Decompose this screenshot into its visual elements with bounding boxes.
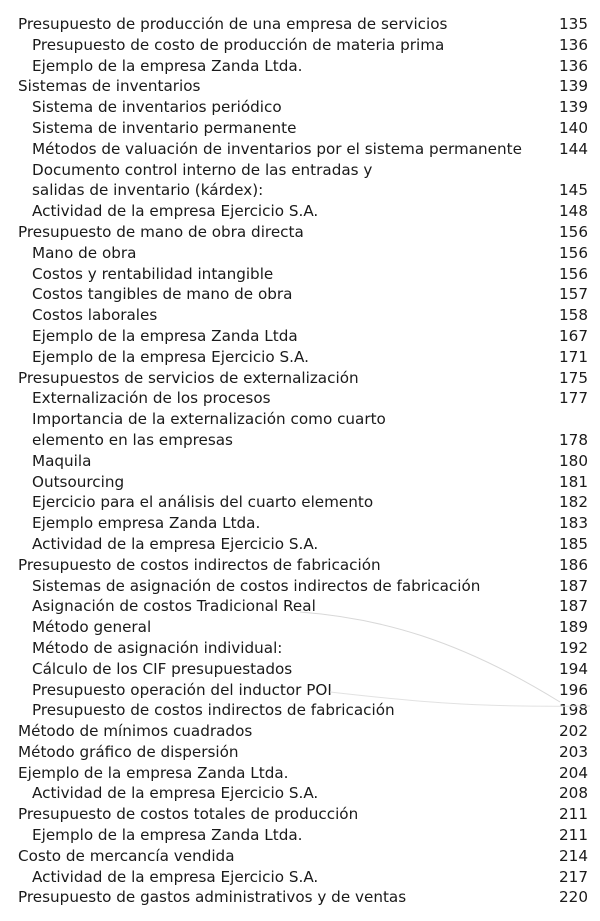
- toc-entry-page-number: 158: [559, 306, 588, 325]
- toc-subentry: [0, 867, 600, 888]
- toc-entry-title: Actividad de la empresa Ejercicio S.A.: [32, 784, 319, 803]
- toc-subentry: [0, 659, 600, 680]
- toc-entry-page-number: 139: [559, 77, 588, 96]
- toc-subentry: [0, 825, 600, 846]
- toc-entry-page-number: 171: [559, 347, 588, 366]
- toc-entry-title: Ejemplo empresa Zanda Ltda.: [32, 514, 261, 533]
- toc-entry: [0, 555, 600, 576]
- toc-entry-page-number: 156: [559, 264, 588, 283]
- toc-subentry: [0, 139, 600, 160]
- toc-entry-title: Sistema de inventario permanente: [32, 118, 297, 137]
- toc-entry-title: Actividad de la empresa Ejercicio S.A.: [32, 202, 319, 221]
- toc-entry-page-number: 185: [559, 534, 588, 553]
- toc-entry: [0, 368, 600, 389]
- toc-entry: [0, 14, 600, 35]
- toc-entry-page-number: 208: [559, 784, 588, 803]
- toc-entry-page-number: 187: [559, 597, 588, 616]
- toc-entry-title: Presupuesto de gastos administrativos y de ventas: [18, 888, 407, 907]
- toc-subentry: [0, 118, 600, 139]
- toc-entry-page-number: 192: [559, 638, 588, 657]
- toc-entry-title: salidas de inventario (kárdex):: [32, 181, 264, 200]
- toc-entry-title: Métodos de valuación de inventarios por el sistema permanente: [32, 139, 522, 158]
- toc-entry-title: Sistema de inventarios periódico: [32, 98, 282, 117]
- toc-entry: [0, 721, 600, 742]
- toc-entry-page-number: 177: [559, 389, 588, 408]
- toc-entry-title: Método gráfico de dispersión: [18, 742, 239, 761]
- toc-entry-page-number: 180: [559, 451, 588, 470]
- toc-entry-page-number: 148: [559, 202, 588, 221]
- toc-entry-page-number: 196: [559, 680, 588, 699]
- toc-entry-page-number: 198: [559, 701, 588, 720]
- toc-entry-page-number: 156: [559, 222, 588, 241]
- toc-entry-page-number: 214: [559, 846, 588, 865]
- toc-entry-title: Cálculo de los CIF presupuestados: [32, 659, 293, 678]
- toc-entry-title: Presupuesto de producción de una empresa de servicios: [18, 15, 448, 33]
- toc-subentry: [0, 243, 600, 264]
- toc-entry-title: Presupuesto de costos totales de producción: [18, 805, 359, 824]
- toc-subentry: [0, 596, 600, 617]
- toc-entry: [0, 763, 600, 784]
- toc-entry-page-number: 136: [559, 56, 588, 75]
- toc-entry: [0, 76, 600, 97]
- toc-entry-page-number: 211: [559, 826, 588, 845]
- toc-subentry: [0, 680, 600, 701]
- toc-entry-page-number: 187: [559, 576, 588, 595]
- toc-entry-title: Sistemas de inventarios: [18, 77, 201, 96]
- toc-entry-page-number: 144: [559, 139, 588, 158]
- toc-entry-page-number: 156: [559, 243, 588, 262]
- toc-entry-title: Ejemplo de la empresa Ejercicio S.A.: [32, 347, 309, 366]
- toc-entry-page-number: 157: [559, 285, 588, 304]
- toc-entry-title: Presupuesto de costo de producción de materia prima: [32, 35, 445, 54]
- toc-subentry: [0, 180, 600, 201]
- toc-subentry: [0, 430, 600, 451]
- toc-subentry: [0, 700, 600, 721]
- toc-subentry: [0, 305, 600, 326]
- toc-entry-title: Método general: [32, 618, 152, 637]
- toc-subentry: [0, 513, 600, 534]
- toc-entry: [0, 222, 600, 243]
- toc-subentry: [0, 326, 600, 347]
- toc-subentry: [0, 264, 600, 285]
- toc-entry-title: Ejemplo de la empresa Zanda Ltda.: [32, 56, 303, 75]
- toc-entry-title: elemento en las empresas: [32, 430, 233, 449]
- toc-entry-title: Actividad de la empresa Ejercicio S.A.: [32, 534, 319, 553]
- toc-subentry: [0, 160, 600, 181]
- toc-subentry: [0, 409, 600, 430]
- toc-entry-title: Costos y rentabilidad intangible: [32, 264, 274, 283]
- toc-entry: [0, 887, 600, 908]
- toc-entry-title: Actividad de la empresa Ejercicio S.A.: [32, 867, 319, 886]
- toc-entry-title: Maquila: [32, 451, 92, 470]
- toc-subentry: [0, 492, 600, 513]
- toc-entry-page-number: 204: [559, 763, 588, 782]
- toc-entry-page-number: 140: [559, 118, 588, 137]
- toc-subentry: [0, 201, 600, 222]
- toc-entry-page-number: 135: [559, 15, 588, 33]
- toc-entry-title: Asignación de costos Tradicional Real: [32, 597, 316, 616]
- toc-entry-title: Ejercicio para el análisis del cuarto elemento: [32, 493, 374, 512]
- toc-entry-page-number: 181: [559, 472, 588, 491]
- toc-entry-page-number: 211: [559, 805, 588, 824]
- toc-entry-page-number: 217: [559, 867, 588, 886]
- toc-subentry: [0, 347, 600, 368]
- toc-subentry: [0, 472, 600, 493]
- toc-entry-page-number: 194: [559, 659, 588, 678]
- toc-entry-page-number: 220: [559, 888, 588, 907]
- toc-entry-page-number: 189: [559, 618, 588, 637]
- toc-subentry: [0, 576, 600, 597]
- toc-entry-page-number: 183: [559, 514, 588, 533]
- toc-subentry: [0, 97, 600, 118]
- toc-entry-page-number: 139: [559, 98, 588, 117]
- toc-entry: [0, 846, 600, 867]
- toc-entry-title: Ejemplo de la empresa Zanda Ltda: [32, 326, 298, 345]
- toc-entry-title: Mano de obra: [32, 243, 137, 262]
- toc-subentry: [0, 388, 600, 409]
- toc-entry-page-number: 178: [559, 430, 588, 449]
- toc-entry-title: Presupuesto de costos indirectos de fabricación: [18, 555, 381, 574]
- toc-entry-page-number: 202: [559, 722, 588, 741]
- toc-entry-title: Documento control interno de las entradas y: [32, 160, 373, 179]
- toc-subentry: [0, 35, 600, 56]
- toc-entry-title: Presupuestos de servicios de externalización: [18, 368, 359, 387]
- toc-entry-page-number: 136: [559, 35, 588, 54]
- toc-entry-title: Presupuesto operación del inductor POI: [32, 680, 332, 699]
- toc-entry-title: Importancia de la externalización como cuarto: [32, 410, 386, 429]
- toc-subentry: [0, 451, 600, 472]
- toc-entry: [0, 804, 600, 825]
- toc-subentry: [0, 534, 600, 555]
- toc-entry-title: Costos laborales: [32, 306, 158, 325]
- toc-entry-title: Presupuesto de costos indirectos de fabricación: [32, 701, 395, 720]
- toc-subentry: [0, 284, 600, 305]
- toc-entry-title: Método de mínimos cuadrados: [18, 722, 253, 741]
- toc-entry-page-number: 167: [559, 326, 588, 345]
- toc-entry: [0, 742, 600, 763]
- toc-entry-title: Ejemplo de la empresa Zanda Ltda.: [32, 826, 303, 845]
- toc-entry-page-number: 175: [559, 368, 588, 387]
- toc-entry-page-number: 186: [559, 555, 588, 574]
- toc-subentry: [0, 56, 600, 77]
- toc-entry-page-number: 145: [559, 181, 588, 200]
- toc-entry-title: Sistemas de asignación de costos indirectos de fabricación: [32, 576, 481, 595]
- toc-subentry: [0, 617, 600, 638]
- toc-entry-title: Costos tangibles de mano de obra: [32, 285, 293, 304]
- table-of-contents: [0, 14, 600, 908]
- toc-entry-title: Outsourcing: [32, 472, 125, 491]
- toc-entry-title: Costo de mercancía vendida: [18, 846, 235, 865]
- toc-subentry: [0, 638, 600, 659]
- toc-subentry: [0, 783, 600, 804]
- toc-entry-page-number: 182: [559, 493, 588, 512]
- toc-entry-title: Método de asignación individual:: [32, 638, 283, 657]
- toc-entry-title: Externalización de los procesos: [32, 389, 271, 408]
- toc-entry-page-number: 203: [559, 742, 588, 761]
- toc-entry-title: Ejemplo de la empresa Zanda Ltda.: [18, 763, 289, 782]
- toc-entry-title: Presupuesto de mano de obra directa: [18, 222, 304, 241]
